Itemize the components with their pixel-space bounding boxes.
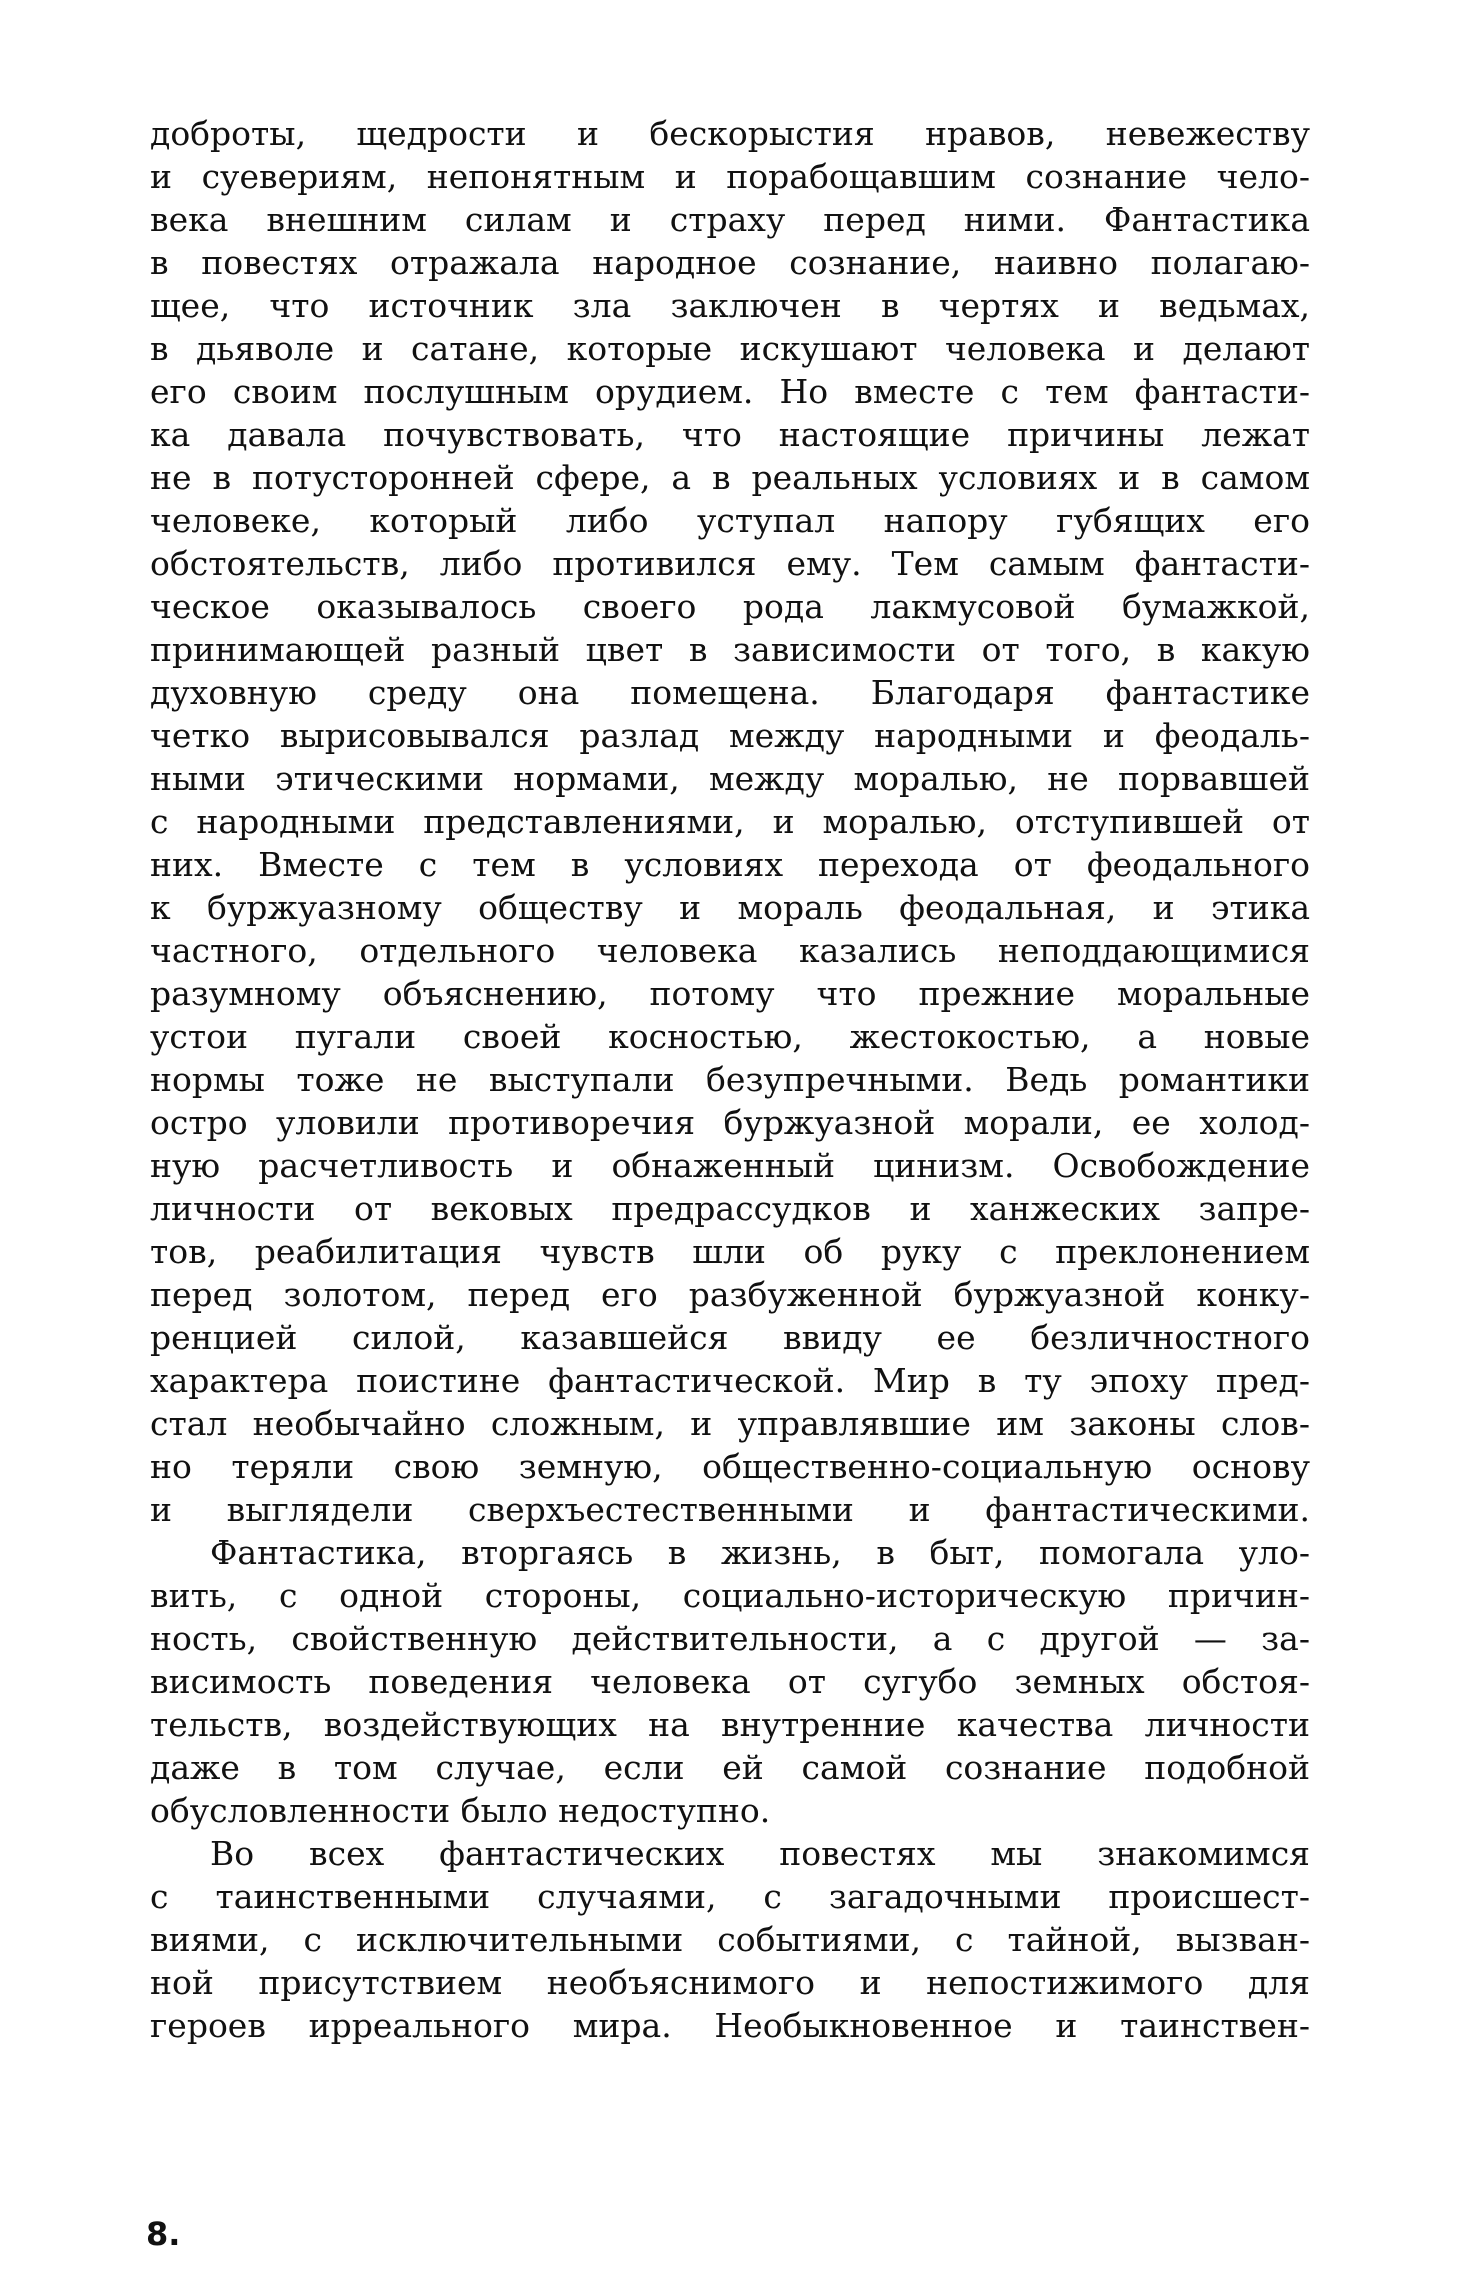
text-line: разумному объяснению, потому что прежние моральные (150, 974, 1310, 1013)
text-line: ными этическими нормами, между моралью, не порвавшей (150, 759, 1310, 798)
text-line: частного, отдельного человека казались неподдающимися (150, 931, 1310, 970)
text-line: обусловленности было недоступно. (150, 1791, 771, 1830)
text-line: устои пугали своей косностью, жестокостью, а новые (150, 1017, 1310, 1056)
text-line: не в потусторонней сфере, а в реальных условиях и в самом (150, 458, 1310, 497)
text-line: ческое оказывалось своего рода лакмусовой бумажкой, (150, 587, 1310, 626)
text-line: но теряли свою земную, общественно-социальную основу (150, 1447, 1310, 1486)
text-line: доброты, щедрости и бескорыстия нравов, невежеству (150, 114, 1310, 153)
body-text (150, 112, 1310, 2047)
text-line: с таинственными случаями, с загадочными происшест- (150, 1877, 1310, 1916)
text-line: героев ирреального мира. Необыкновенное и таинствен- (150, 2006, 1310, 2045)
text-line: духовную среду она помещена. Благодаря фантастике (150, 673, 1310, 712)
text-line: к буржуазному обществу и мораль феодальная, и этика (150, 888, 1310, 927)
text-line: висимость поведения человека от сугубо земных обстоя- (150, 1662, 1310, 1701)
text-line: характера поистине фантастической. Мир в ту эпоху пред- (150, 1361, 1310, 1400)
text-line: Фантастика, вторгаясь в жизнь, в быт, помогала уло- (210, 1533, 1310, 1572)
text-line: с народными представлениями, и моралью, отступившей от (150, 802, 1310, 841)
text-line: ка давала почувствовать, что настоящие причины лежат (150, 415, 1310, 454)
text-line: личности от вековых предрассудков и ханжеских запре- (150, 1189, 1310, 1228)
page-number: 8. (146, 2215, 181, 2253)
text-line: и суевериям, непонятным и порабощавшим сознание чело- (150, 157, 1310, 196)
text-line: перед золотом, перед его разбуженной буржуазной конку- (150, 1275, 1310, 1314)
text-line: века внешним силам и страху перед ними. Фантастика (150, 200, 1310, 239)
text-line: тов, реабилитация чувств шли об руку с преклонением (150, 1232, 1310, 1271)
text-line: принимающей разный цвет в зависимости от того, в какую (150, 630, 1310, 669)
text-line: и выглядели сверхъестественными и фантастическими. (150, 1490, 1310, 1529)
text-line: щее, что источник зла заключен в чертях и ведьмах, (150, 286, 1310, 325)
text-line: обстоятельств, либо противился ему. Тем самым фантасти- (150, 544, 1310, 583)
text-line: ность, свойственную действительности, а с другой — за- (150, 1619, 1310, 1658)
text-line: ренцией силой, казавшейся ввиду ее безличностного (150, 1318, 1310, 1357)
text-line: стал необычайно сложным, и управлявшие им законы слов- (150, 1404, 1310, 1443)
text-line: Во всех фантастических повестях мы знакомимся (210, 1834, 1310, 1873)
text-line: тельств, воздействующих на внутренние качества личности (150, 1705, 1310, 1744)
text-line: в повестях отражала народное сознание, наивно полагаю- (150, 243, 1310, 282)
text-line: остро уловили противоречия буржуазной морали, ее холод- (150, 1103, 1310, 1142)
text-line: в дьяволе и сатане, которые искушают человека и делают (150, 329, 1310, 368)
text-line: четко вырисовывался разлад между народными и феодаль- (150, 716, 1310, 755)
text-line: виями, с исключительными событиями, с тайной, вызван- (150, 1920, 1310, 1959)
text-line: даже в том случае, если ей самой сознание подобной (150, 1748, 1310, 1787)
text-line: его своим послушным орудием. Но вместе с тем фантасти- (150, 372, 1310, 411)
text-line: них. Вместе с тем в условиях перехода от феодального (150, 845, 1310, 884)
text-line: человеке, который либо уступал напору губящих его (150, 501, 1310, 540)
text-line: ную расчетливость и обнаженный цинизм. Освобождение (150, 1146, 1310, 1185)
text-line: нормы тоже не выступали безупречными. Ведь романтики (150, 1060, 1310, 1099)
text-line: ной присутствием необъяснимого и непостижимого для (150, 1963, 1310, 2002)
text-line: вить, с одной стороны, социально-историческую причин- (150, 1576, 1310, 1615)
